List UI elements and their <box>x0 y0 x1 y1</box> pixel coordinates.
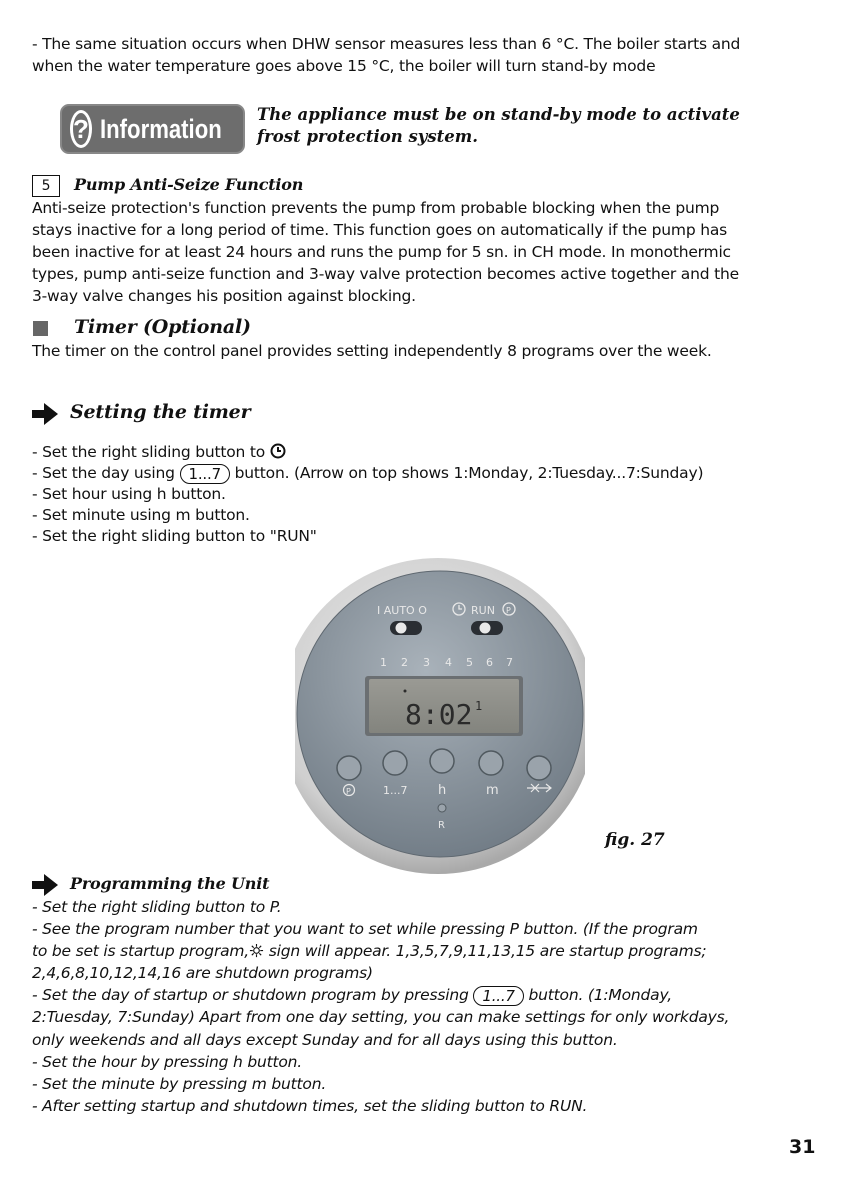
minute-button-label: m <box>486 783 499 798</box>
programming-line: 2:Tuesday, 7:Sunday) Apart from one day setting, you can make settings for only workdays, <box>32 1008 730 1027</box>
program-button[interactable] <box>337 756 361 780</box>
clock-icon <box>270 443 286 459</box>
pump-line: types, pump anti-seize function and 3-way valve protection becomes active together and the <box>32 265 739 283</box>
programming-line: - Set the hour by pressing h button. <box>32 1052 303 1071</box>
timer-body: The timer on the control panel provides setting independently 8 programs over the week. <box>32 342 712 360</box>
day-button[interactable] <box>383 751 407 775</box>
display-program-number: 1 <box>475 699 483 713</box>
day-button-symbol: 1...7 <box>180 464 230 484</box>
timer-title: Timer (Optional) <box>74 316 251 338</box>
programming-line: - After setting startup and shutdown times, set the sliding button to RUN. <box>32 1096 588 1115</box>
run-label: RUN <box>471 604 495 617</box>
minute-button[interactable] <box>479 751 503 775</box>
information-text: The appliance must be on stand-by mode to activate frost protection system. <box>257 105 740 146</box>
programming-line <box>32 984 822 1006</box>
programming-line <box>32 940 822 962</box>
day-number: 7 <box>506 656 513 669</box>
programming-line: only weekends and all days except Sunday and for all days using this button. <box>32 1030 618 1049</box>
pump-section <box>32 173 822 307</box>
setting-step <box>32 463 822 484</box>
startup-sun-icon <box>249 943 264 958</box>
information-label: Information <box>99 113 222 144</box>
svg-text:P: P <box>506 606 511 615</box>
programming-text: sign will appear. 1,3,5,7,9,11,13,15 are startup programs; <box>264 942 707 961</box>
intro-line: when the water temperature goes above 15 °C, the boiler will turn stand-by mode <box>32 57 656 75</box>
hour-button[interactable] <box>430 749 454 773</box>
programming-text: button. (1:Monday, <box>528 986 672 1005</box>
programming-text: - Set the day of startup or shutdown program by pressing <box>32 986 469 1005</box>
timer-device <box>295 558 585 878</box>
programming-line: - See the program number that you want to set while pressing P button. (If the program <box>32 920 698 939</box>
svg-text:P: P <box>346 787 351 796</box>
reset-button[interactable] <box>438 804 446 812</box>
day-number: 5 <box>466 656 473 669</box>
setting-title: Setting the timer <box>70 401 251 423</box>
programming-line: 2,4,6,8,10,12,14,16 are shutdown programs) <box>32 964 373 983</box>
programming-line: - Set the minute by pressing m button. <box>32 1074 327 1093</box>
section-number: 5 <box>32 175 60 197</box>
arrow-right-icon <box>32 874 58 896</box>
display-time: 8:02 <box>405 698 473 731</box>
pump-line: been inactive for at least 24 hours and runs the pump for 5 sn. in CH mode. In monothermic <box>32 243 731 261</box>
setting-step: - Set the right sliding button to "RUN" <box>32 527 317 545</box>
setting-heading <box>32 398 822 426</box>
timer-section <box>32 314 822 362</box>
arrow-right-icon <box>32 403 58 425</box>
intro-line: - The same situation occurs when DHW sensor measures less than 6 °C. The boiler starts and <box>32 35 741 53</box>
setting-step: - Set hour using h button. <box>32 485 226 503</box>
programming-title: Programming the Unit <box>70 874 270 893</box>
pump-line: stays inactive for a long period of time. This function goes on automatically if the pump has <box>32 221 727 239</box>
figure-caption: fig. 27 <box>605 830 665 850</box>
day-number: 2 <box>401 656 408 669</box>
pump-line: 3-way valve changes his position against blocking. <box>32 287 416 305</box>
pump-line: Anti-seize protection's function prevents the pump from probable blocking when the pump <box>32 199 720 217</box>
information-badge <box>60 104 245 154</box>
setting-step: - Set minute using m button. <box>32 506 250 524</box>
day-number: 3 <box>423 656 430 669</box>
programming-steps <box>32 896 822 1117</box>
day-number: 4 <box>445 656 452 669</box>
setting-steps <box>32 442 822 547</box>
setting-step-text: - Set the day using <box>32 464 175 482</box>
setting-step <box>32 442 822 463</box>
setting-step-text: - Set the right sliding button to <box>32 443 266 461</box>
override-button[interactable] <box>527 756 551 780</box>
pump-title: Pump Anti-Seize Function <box>74 175 304 194</box>
question-icon: ? <box>70 110 92 148</box>
square-bullet-icon <box>33 321 48 336</box>
day-button-label: 1...7 <box>383 784 408 797</box>
day-number: 1 <box>380 656 387 669</box>
programming-line: - Set the right sliding button to P. <box>32 898 282 916</box>
programming-heading <box>32 872 822 896</box>
page-number: 31 <box>789 1136 816 1158</box>
setting-step-text: button. (Arrow on top shows 1:Monday, 2:Tuesday...7:Sunday) <box>234 464 704 482</box>
timer-device-illustration <box>295 558 585 878</box>
hour-button-label: h <box>438 783 447 798</box>
intro-paragraph <box>32 33 822 77</box>
day-button-symbol: 1...7 <box>473 986 523 1006</box>
programming-text: to be set is startup program, <box>32 942 250 961</box>
day-number: 6 <box>486 656 493 669</box>
mode-label: I AUTO O <box>377 604 427 617</box>
reset-label: R <box>438 820 445 831</box>
